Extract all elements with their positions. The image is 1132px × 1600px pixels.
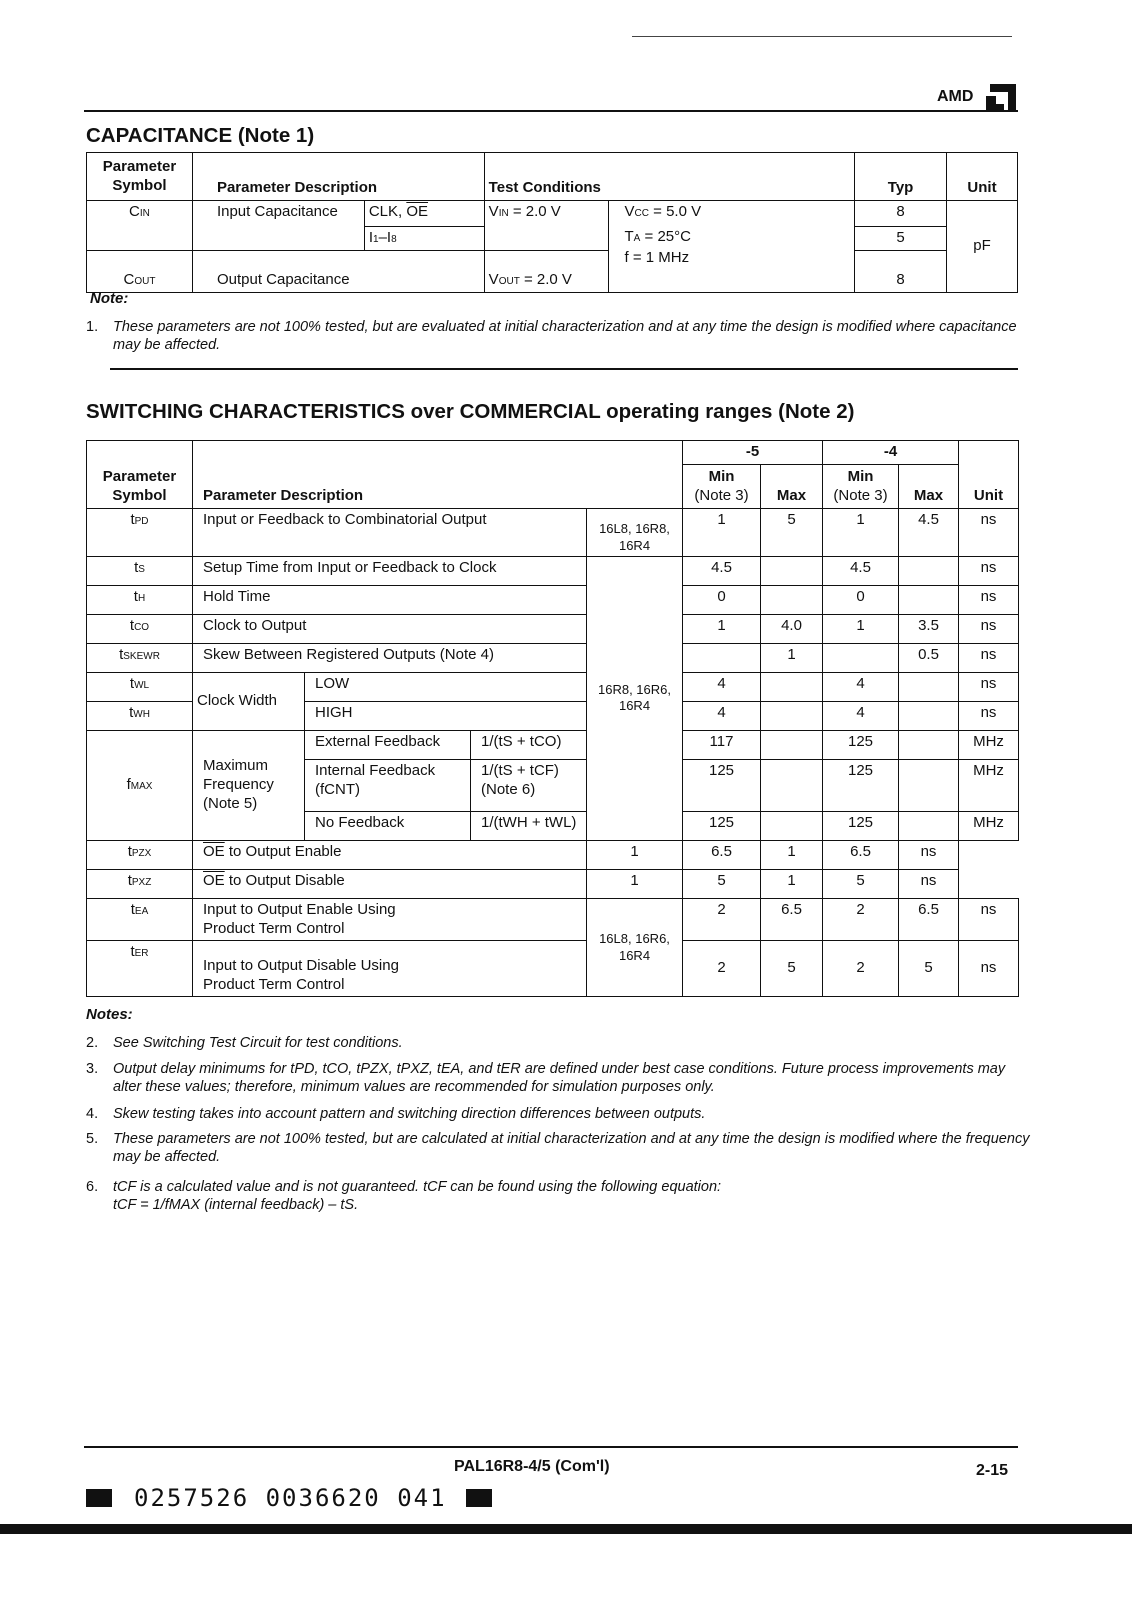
val-tpd-min4: 1 [823, 508, 899, 556]
table-row [87, 556, 1019, 585]
val-th-max5 [761, 585, 823, 614]
capacitance-title: CAPACITANCE (Note 1) [86, 124, 315, 147]
sw-note-3: 3. Output delay minimums for tPD, tCO, tPZX, tPXZ, tEA, and tER are defined under best case conditions. Future process improvements may alter these values; therefore, minimum values are recommended for simulation purposes only. [86, 1061, 1006, 1096]
cap-cond-ta: TA = 25°C [624, 227, 691, 245]
sym-tpzx: tPZX [87, 840, 193, 869]
val-ts-max4 [899, 556, 959, 585]
desc-tpd: Input or Feedback to Combinatorial Output [193, 508, 587, 556]
val-tpxz-min4: 1 [761, 869, 823, 898]
val-fmax-int-max4 [899, 759, 959, 811]
unit-fmax-int: MHz [959, 759, 1019, 811]
val-th-max4 [899, 585, 959, 614]
sw-col-description: Parameter Description [193, 441, 683, 509]
sym-tea: tEA [87, 898, 193, 941]
val-twh-max5 [761, 701, 823, 730]
val-fmax-int-min5: 125 [683, 759, 761, 811]
cap-cond-vout: VOUT = 2.0 V [484, 250, 608, 292]
unit-tpzx: ns [899, 840, 959, 869]
desc-ter: Input to Output Disable Using Product Term Control [193, 941, 587, 997]
sw-col-min-5: Min (Note 3) [683, 464, 761, 508]
cap-pin-i1-i8: I1–I8 [364, 227, 484, 251]
val-tea-min4: 2 [823, 898, 899, 941]
table-row [87, 898, 1019, 941]
val-tco-max4: 3.5 [899, 614, 959, 643]
table-row [87, 869, 1019, 898]
devices-group-3: 16L8, 16R6, 16R4 [587, 898, 683, 997]
val-ts-max5 [761, 556, 823, 585]
val-tpzx-max4: 6.5 [823, 840, 899, 869]
sym-ts: tS [87, 556, 193, 585]
cap-section-rule [110, 368, 1018, 370]
unit-tpd: ns [959, 508, 1019, 556]
cap-col-conditions: Test Conditions [484, 153, 854, 201]
desc-tpxz: $\overline{OE}$ to Output Disable [193, 869, 587, 898]
sym-twl: tWL [87, 672, 193, 701]
val-ter-min4: 2 [823, 941, 899, 997]
desc-tco: Clock to Output [193, 614, 587, 643]
cap-typ-cout: 8 [855, 250, 947, 292]
unit-tpxz: ns [899, 869, 959, 898]
brand-text: AMD [937, 88, 974, 105]
capacitance-table [86, 152, 1018, 293]
barcode-number: 0257526 0036620 041 [134, 1484, 447, 1512]
val-fmax-int-min4: 125 [823, 759, 899, 811]
sw-note-2: 2. See Switching Test Circuit for test conditions. [86, 1035, 403, 1051]
bottom-scan-bar [0, 1524, 1132, 1534]
val-fmax-no-max5 [761, 811, 823, 840]
table-row [87, 672, 1019, 701]
cap-symbol-cout: COUT [87, 250, 193, 292]
val-tea-min5: 2 [683, 898, 761, 941]
val-fmax-ext-min4: 125 [823, 730, 899, 759]
sw-note-6: 6. tCF is a calculated value and is not guaranteed. tCF can be found using the following equation: tCF = 1/fMAX (internal feedback) – tS. [86, 1179, 722, 1214]
footer-doc-id: PAL16R8-4/5 (Com'l) [454, 1458, 610, 1475]
val-tpxz-min5: 1 [587, 869, 683, 898]
val-ts-min5: 4.5 [683, 556, 761, 585]
table-row [87, 840, 1019, 869]
sw-col-symbol: Parameter Symbol [87, 441, 193, 509]
desc-tea: Input to Output Enable Using Product Term Control [193, 898, 587, 941]
sw-col-max-4: Max [899, 464, 959, 508]
desc-twh: HIGH [305, 701, 587, 730]
val-tpd-max5: 5 [761, 508, 823, 556]
table-row [87, 941, 1019, 997]
unit-ter: ns [959, 941, 1019, 997]
cap-typ-clk: 8 [855, 201, 947, 227]
unit-tco: ns [959, 614, 1019, 643]
cap-unit: pF [947, 201, 1018, 293]
cap-desc-cout: Output Capacitance [192, 250, 484, 292]
sym-tpxz: tPXZ [87, 869, 193, 898]
desc-fmax-ext: External Feedback [305, 730, 471, 759]
unit-tea: ns [959, 898, 1019, 941]
unit-twh: ns [959, 701, 1019, 730]
cap-cond-vin: VIN = 2.0 V [484, 201, 608, 251]
table-row [87, 508, 1019, 556]
table-row [87, 614, 1019, 643]
val-twh-min4: 4 [823, 701, 899, 730]
val-tpxz-max4: 5 [823, 869, 899, 898]
amd-logo-icon [986, 84, 1016, 110]
cap-note-label: Note: [90, 290, 129, 307]
desc-fmax-no: No Feedback [305, 811, 471, 840]
footer-page-number: 2-15 [976, 1462, 1009, 1479]
val-tpzx-min5: 1 [587, 840, 683, 869]
desc-th: Hold Time [193, 585, 587, 614]
unit-tskewr: ns [959, 643, 1019, 672]
sw-col-max-5: Max [761, 464, 823, 508]
barcode-block-right [466, 1489, 492, 1507]
val-tco-min4: 1 [823, 614, 899, 643]
val-tskewr-max4: 0.5 [899, 643, 959, 672]
sw-col-unit: Unit [959, 441, 1019, 509]
val-tpd-min5: 1 [683, 508, 761, 556]
unit-th: ns [959, 585, 1019, 614]
cap-cond-vcc: VCC = 5.0 V [624, 203, 702, 220]
sw-col-speed-4: -4 [823, 441, 959, 465]
table-row [87, 730, 1019, 759]
sym-ter: tER [87, 941, 193, 997]
cap-shared-conditions [608, 201, 855, 293]
switching-table [86, 440, 1019, 997]
val-tskewr-min5 [683, 643, 761, 672]
val-tpzx-max5: 6.5 [683, 840, 761, 869]
val-fmax-ext-max4 [899, 730, 959, 759]
cap-col-symbol: Parameter Symbol [87, 153, 193, 201]
val-fmax-int-max5 [761, 759, 823, 811]
header-rule [84, 110, 1018, 112]
desc-twl: LOW [305, 672, 587, 701]
val-fmax-no-max4 [899, 811, 959, 840]
val-ter-min5: 2 [683, 941, 761, 997]
cap-note-1: 1. These parameters are not 100% tested, but are evaluated at initial characterization and at any time the design is modified where capacitance may be affected. [86, 319, 1017, 354]
desc-tskewr: Skew Between Registered Outputs (Note 4) [193, 643, 587, 672]
unit-fmax-ext: MHz [959, 730, 1019, 759]
cap-col-typ: Typ [855, 153, 947, 201]
unit-fmax-no: MHz [959, 811, 1019, 840]
val-ter-max4: 5 [899, 941, 959, 997]
header-brand [937, 88, 973, 106]
val-tco-min5: 1 [683, 614, 761, 643]
val-ter-max5: 5 [761, 941, 823, 997]
clock-width-label: Clock Width [193, 672, 305, 730]
val-tea-max4: 6.5 [899, 898, 959, 941]
val-ts-min4: 4.5 [823, 556, 899, 585]
top-faint-rule [632, 36, 1012, 37]
val-twl-max4 [899, 672, 959, 701]
devices-group-1: 16L8, 16R8, 16R4 [587, 508, 683, 556]
sym-th: tH [87, 585, 193, 614]
table-row [87, 643, 1019, 672]
sym-tskewr: tSKEWR [87, 643, 193, 672]
sym-fmax: fMAX [87, 730, 193, 840]
val-fmax-no-min5: 125 [683, 811, 761, 840]
val-twl-min5: 4 [683, 672, 761, 701]
cap-col-description: Parameter Description [192, 153, 484, 201]
cap-symbol-cin: CIN [87, 201, 193, 251]
val-twh-max4 [899, 701, 959, 730]
val-tco-max5: 4.0 [761, 614, 823, 643]
sw-note-5: 5. These parameters are not 100% tested, but are calculated at initial characterization and at any time the design is modified where the frequency may be affected. [86, 1131, 1030, 1166]
cap-col-unit: Unit [947, 153, 1018, 201]
val-th-min5: 0 [683, 585, 761, 614]
unit-twl: ns [959, 672, 1019, 701]
barcode-block-left [86, 1489, 112, 1507]
cap-pin-clk-oe: CLK, $\overline{OE}$ [364, 201, 484, 227]
table-row [87, 585, 1019, 614]
sw-note-4: 4. Skew testing takes into account pattern and switching direction differences between outputs. [86, 1106, 706, 1122]
sw-col-speed-5: -5 [683, 441, 823, 465]
formula-fmax-int: 1/(tS + tCF) (Note 6) [471, 759, 587, 811]
val-fmax-no-min4: 125 [823, 811, 899, 840]
sym-tco: tCO [87, 614, 193, 643]
formula-fmax-ext: 1/(tS + tCO) [471, 730, 587, 759]
val-tpd-max4: 4.5 [899, 508, 959, 556]
val-tskewr-min4 [823, 643, 899, 672]
val-fmax-ext-max5 [761, 730, 823, 759]
val-tea-max5: 6.5 [761, 898, 823, 941]
desc-fmax-int: Internal Feedback (fCNT) [305, 759, 471, 811]
footer-rule [84, 1446, 1018, 1448]
switching-title: SWITCHING CHARACTERISTICS over COMMERCIAL operating ranges (Note 2) [86, 400, 855, 423]
fmax-group-label: Maximum Frequency (Note 5) [193, 730, 305, 840]
cap-desc-cin: Input Capacitance [192, 201, 364, 251]
val-twh-min5: 4 [683, 701, 761, 730]
val-tpzx-min4: 1 [761, 840, 823, 869]
formula-fmax-no: 1/(tWH + tWL) [471, 811, 587, 840]
desc-tpzx: $\overline{OE}$ to Output Enable [193, 840, 587, 869]
cap-typ-inputs: 5 [855, 227, 947, 251]
devices-group-2: 16R8, 16R6, 16R4 [587, 556, 683, 840]
desc-ts: Setup Time from Input or Feedback to Clock [193, 556, 587, 585]
cap-cond-freq: f = 1 MHz [624, 248, 690, 266]
val-tskewr-max5: 1 [761, 643, 823, 672]
val-twl-min4: 4 [823, 672, 899, 701]
sym-twh: tWH [87, 701, 193, 730]
val-fmax-ext-min5: 117 [683, 730, 761, 759]
val-th-min4: 0 [823, 585, 899, 614]
sym-tpd: tPD [87, 508, 193, 556]
unit-ts: ns [959, 556, 1019, 585]
val-twl-max5 [761, 672, 823, 701]
sw-col-min-4: Min (Note 3) [823, 464, 899, 508]
val-tpxz-max5: 5 [683, 869, 761, 898]
sw-notes-label: Notes: [86, 1006, 133, 1023]
